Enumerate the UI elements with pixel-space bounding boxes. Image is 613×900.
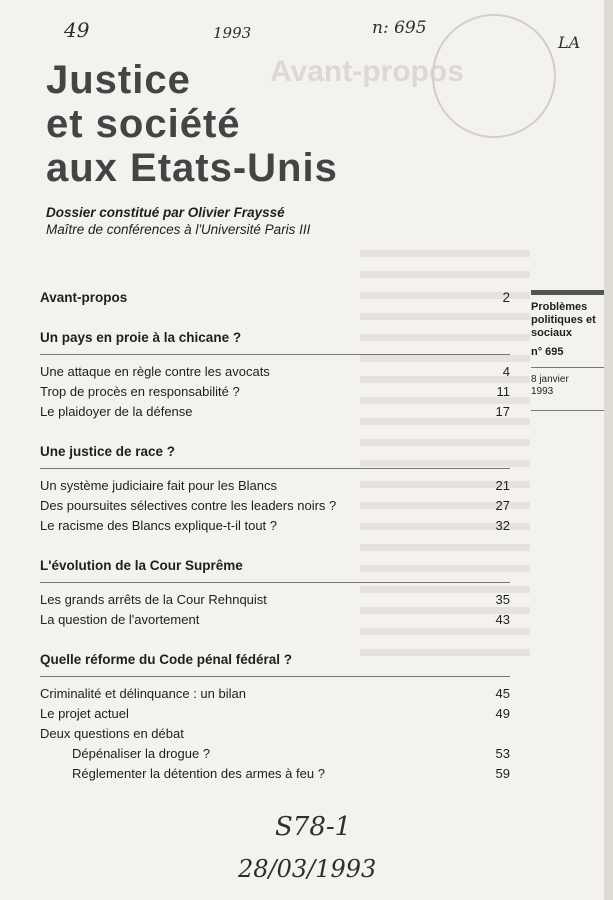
- toc-item-page: 43: [495, 612, 510, 627]
- toc-item: [40, 402, 510, 422]
- sidebar-divider: [531, 367, 613, 368]
- toc-item-page: 27: [495, 498, 510, 513]
- toc-item-page: 53: [495, 746, 510, 761]
- sidebar-rule: [531, 290, 613, 295]
- toc-intro: [40, 288, 510, 308]
- toc-item-page: 59: [495, 766, 510, 781]
- toc-item-label: La question de l'avortement: [40, 612, 200, 627]
- toc-item: [40, 516, 510, 536]
- toc-item-label: Trop de procès en responsabilité ?: [40, 384, 240, 399]
- toc-item-label: Un système judiciaire fait pour les Blancs: [40, 478, 277, 493]
- publication-sidebar: [531, 290, 613, 411]
- handwritten-date: 28/03/1993: [238, 855, 377, 883]
- issue-date-year: 1993: [531, 386, 554, 397]
- table-of-contents: [40, 288, 510, 784]
- toc-item: [40, 724, 510, 744]
- author-line: Dossier constitué par Olivier Frayssé: [46, 205, 285, 220]
- toc-item-page: 4: [502, 364, 510, 379]
- toc-item-page: 35: [495, 592, 510, 607]
- toc-item: [40, 610, 510, 630]
- toc-item-label: Réglementer la détention des armes à feu ?: [72, 766, 325, 781]
- issue-date-day: 8 janvier: [531, 374, 569, 385]
- toc-item-page: 32: [495, 518, 510, 533]
- toc-item-page: 21: [495, 478, 510, 493]
- section-rule: [40, 582, 510, 583]
- toc-subitem: [40, 744, 510, 764]
- toc-item: [40, 496, 510, 516]
- toc-section: [40, 650, 510, 784]
- title-line-2: et société: [46, 102, 241, 146]
- toc-item-label: Deux questions en débat: [40, 726, 184, 741]
- toc-item: [40, 362, 510, 382]
- toc-item: [40, 382, 510, 402]
- handwritten-initials: LA: [558, 33, 581, 52]
- publication-name: Problèmes politiques et sociaux: [531, 301, 596, 339]
- handwritten-issue-number: n: 695: [372, 18, 427, 38]
- toc-item: [40, 590, 510, 610]
- toc-section-title: L'évolution de la Cour Suprême: [40, 558, 243, 573]
- toc-item: [40, 704, 510, 724]
- title-line-3: aux Etats-Unis: [46, 146, 338, 190]
- toc-section-title: Une justice de race ?: [40, 444, 176, 459]
- toc-item: [40, 476, 510, 496]
- toc-item-label: Des poursuites sélectives contre les leaders noirs ?: [40, 498, 337, 513]
- toc-item-label: Dépénaliser la drogue ?: [72, 746, 211, 761]
- handwritten-number: 49: [64, 18, 90, 42]
- section-rule: [40, 676, 510, 677]
- toc-item-label: Une attaque en règle contre les avocats: [40, 364, 270, 379]
- section-rule: [40, 468, 510, 469]
- toc-item-label: Le racisme des Blancs explique-t-il tout ?: [40, 518, 278, 533]
- toc-section-title: Quelle réforme du Code pénal fédéral ?: [40, 652, 293, 667]
- toc-section: [40, 556, 510, 630]
- toc-section: [40, 328, 510, 422]
- section-rule: [40, 354, 510, 355]
- page-edge: [604, 0, 613, 900]
- handwritten-shelfmark: S78-1: [275, 812, 352, 842]
- toc-item-label: Le projet actuel: [40, 706, 129, 721]
- toc-item-label: Le plaidoyer de la défense: [40, 404, 193, 419]
- toc-item-page: 45: [495, 686, 510, 701]
- toc-subitem: [40, 764, 510, 784]
- issue-number: n° 695: [531, 346, 564, 358]
- title-line-1: Justice: [46, 58, 191, 102]
- bleed-through-heading: Avant-propos: [270, 55, 464, 88]
- toc-item-label: Les grands arrêts de la Cour Rehnquist: [40, 592, 267, 607]
- toc-item-page: 11: [496, 384, 510, 399]
- toc-intro-label: Avant-propos: [40, 290, 128, 305]
- toc-item-page: 49: [495, 706, 510, 721]
- toc-item: [40, 684, 510, 704]
- toc-section-title: Un pays en proie à la chicane ?: [40, 330, 242, 345]
- sidebar-divider: [531, 410, 613, 411]
- library-stamp: [432, 14, 556, 138]
- author-block: [46, 204, 310, 238]
- toc-intro-page: 2: [502, 290, 510, 305]
- handwritten-year: 1993: [213, 24, 252, 42]
- toc-section: [40, 442, 510, 536]
- page-title: [46, 58, 338, 190]
- toc-item-label: Criminalité et délinquance : un bilan: [40, 686, 246, 701]
- author-affiliation: Maître de conférences à l'Université Paris III: [46, 222, 311, 237]
- toc-item-page: 17: [495, 404, 510, 419]
